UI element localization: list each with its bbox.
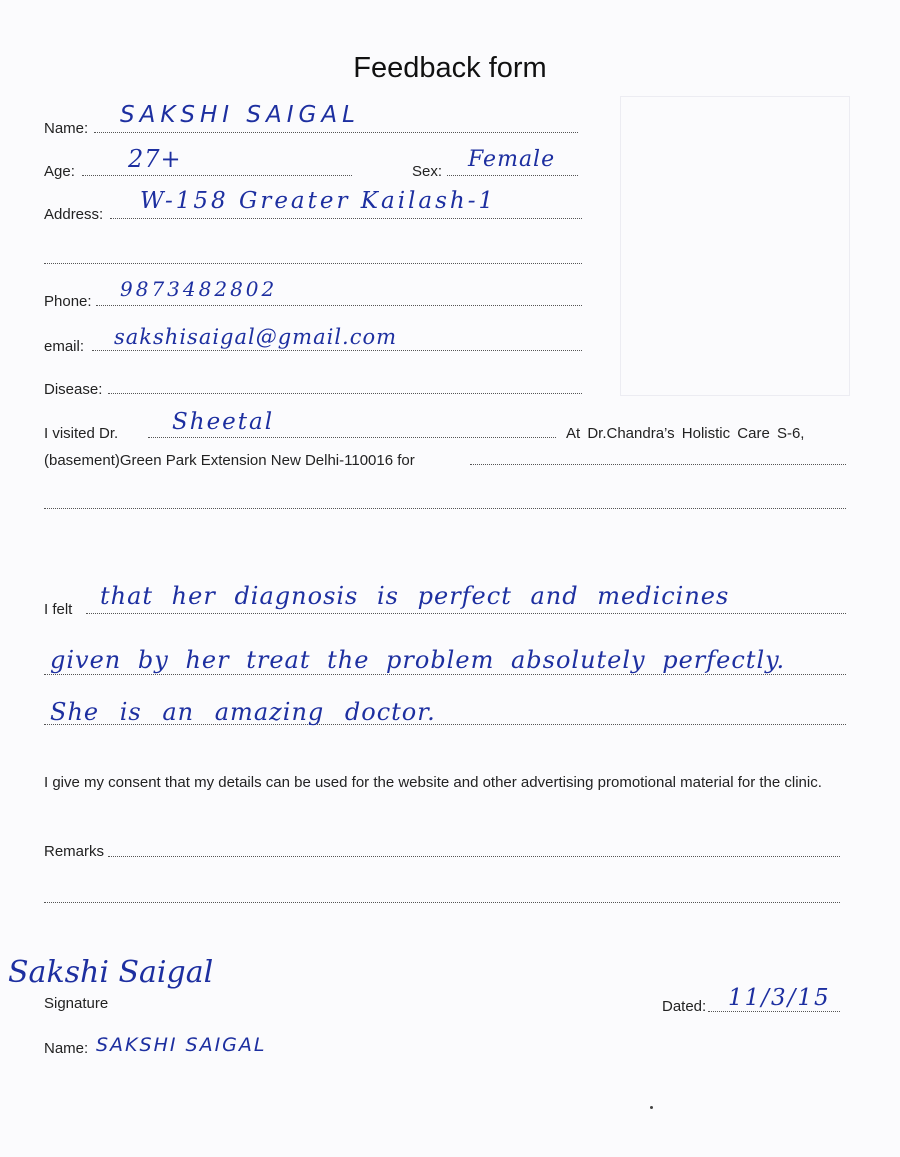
dated-value: 11/3/15 bbox=[728, 985, 831, 1011]
doctor-value: Sheetal bbox=[172, 409, 275, 435]
age-label: Age: bbox=[44, 163, 75, 180]
feedback-text-1: that her diagnosis is perfect and medicines bbox=[100, 582, 730, 610]
bottom-name-label: Name: bbox=[44, 1040, 89, 1057]
signature-label: Signature bbox=[44, 995, 109, 1012]
remarks-line-1 bbox=[108, 856, 840, 857]
phone-value: 9873482802 bbox=[120, 277, 278, 301]
remarks-line-2 bbox=[44, 902, 840, 903]
visit-prefix: I visited Dr. bbox=[44, 425, 119, 442]
address-label: Address: bbox=[44, 206, 104, 223]
phone-label: Phone: bbox=[44, 293, 92, 310]
address-value: W-158 Greater Kailash-1 bbox=[140, 188, 497, 214]
bottom-name-value: SAKSHI SAIGAL bbox=[96, 1034, 267, 1056]
feedback-line-2 bbox=[44, 674, 846, 675]
form-title: Feedback form bbox=[353, 52, 547, 84]
name-line bbox=[94, 132, 578, 133]
name-label: Name: bbox=[44, 120, 89, 137]
sex-label: Sex: bbox=[412, 163, 443, 180]
phone-line bbox=[96, 305, 582, 306]
dated-line bbox=[708, 1011, 840, 1012]
disease-label: Disease: bbox=[44, 381, 103, 398]
feedback-label: I felt bbox=[44, 601, 73, 618]
disease-line bbox=[108, 393, 582, 394]
consent-text: I give my consent that my details can be used for the website and other advertising promotional material for the clinic. bbox=[44, 774, 822, 791]
name-value: SAKSHI SAIGAL bbox=[120, 102, 360, 128]
handwritten-signature: Sakshi Saigal bbox=[8, 955, 214, 990]
age-line bbox=[82, 175, 352, 176]
address-line-1 bbox=[110, 218, 582, 219]
sex-line bbox=[447, 175, 578, 176]
email-line bbox=[92, 350, 582, 351]
clinic-text: At Dr.Chandra’s Holistic Care S-6, bbox=[566, 425, 805, 442]
feedback-text-2: given by her treat the problem absolutely perfectly. bbox=[50, 646, 786, 674]
dated-label: Dated: bbox=[662, 998, 707, 1015]
address-line-2 bbox=[44, 263, 582, 264]
sex-value: Female bbox=[468, 147, 556, 172]
email-value: sakshisaigal@gmail.com bbox=[114, 325, 398, 349]
visit-reason-line-2 bbox=[44, 508, 846, 509]
photo-placeholder-box bbox=[620, 96, 850, 396]
doctor-line bbox=[148, 437, 556, 438]
feedback-text-3: She is an amazing doctor. bbox=[50, 698, 436, 726]
email-label: email: bbox=[44, 338, 85, 355]
clinic-address: (basement)Green Park Extension New Delhi-110016 for bbox=[44, 452, 415, 469]
remarks-label: Remarks bbox=[44, 843, 105, 860]
visit-reason-line bbox=[470, 464, 846, 465]
age-value: 27+ bbox=[128, 145, 182, 173]
feedback-line-1 bbox=[86, 613, 846, 614]
paper-speck bbox=[650, 1106, 653, 1109]
